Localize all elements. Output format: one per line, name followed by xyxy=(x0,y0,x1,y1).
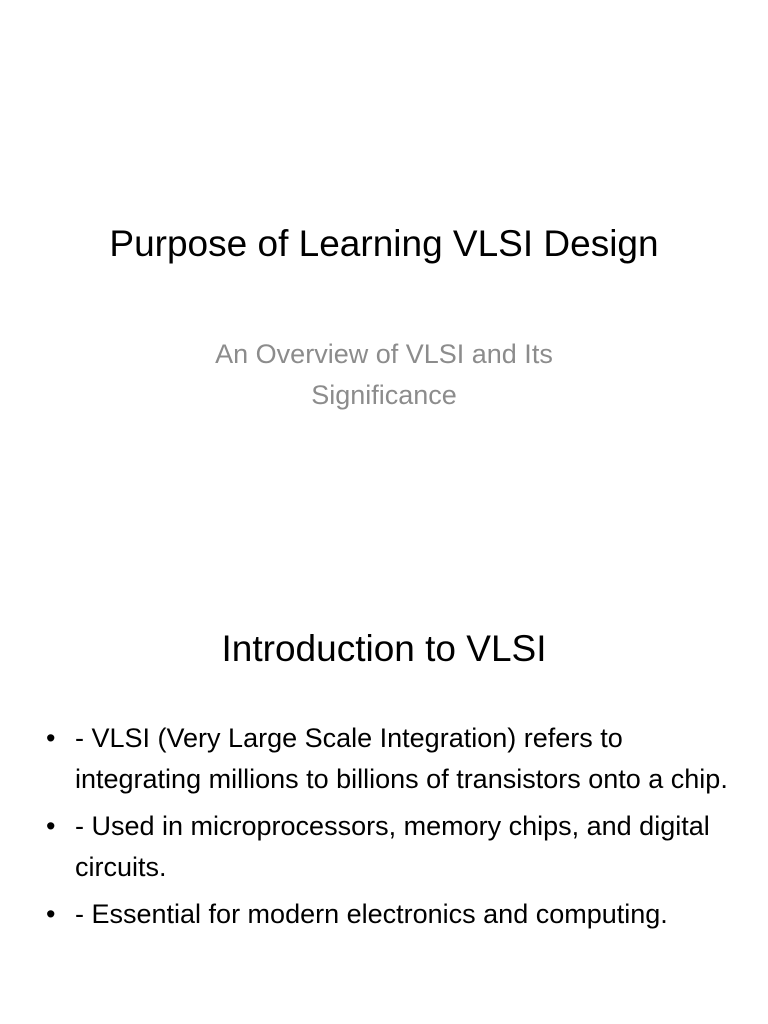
slide-introduction xyxy=(0,576,768,1024)
bullet-text: - VLSI (Very Large Scale Integration) refers to integrating millions to billions of transistors onto a chip. xyxy=(75,723,728,794)
list-item xyxy=(38,806,728,888)
slide-subtitle: An Overview of VLSI and Its Significance xyxy=(215,339,553,410)
slide-intro-heading: Introduction to VLSI xyxy=(221,628,547,669)
list-item xyxy=(38,718,728,800)
bullet-text: - Essential for modern electronics and computing. xyxy=(75,899,668,929)
bullet-icon: • xyxy=(46,723,56,753)
slide-title-heading: Purpose of Learning VLSI Design xyxy=(109,223,659,264)
bullet-list xyxy=(38,718,728,941)
bullet-icon: • xyxy=(46,811,56,841)
bullet-icon: • xyxy=(46,899,56,929)
bullet-text: - Used in microprocessors, memory chips, and digital circuits. xyxy=(75,811,710,882)
list-item xyxy=(38,894,728,935)
